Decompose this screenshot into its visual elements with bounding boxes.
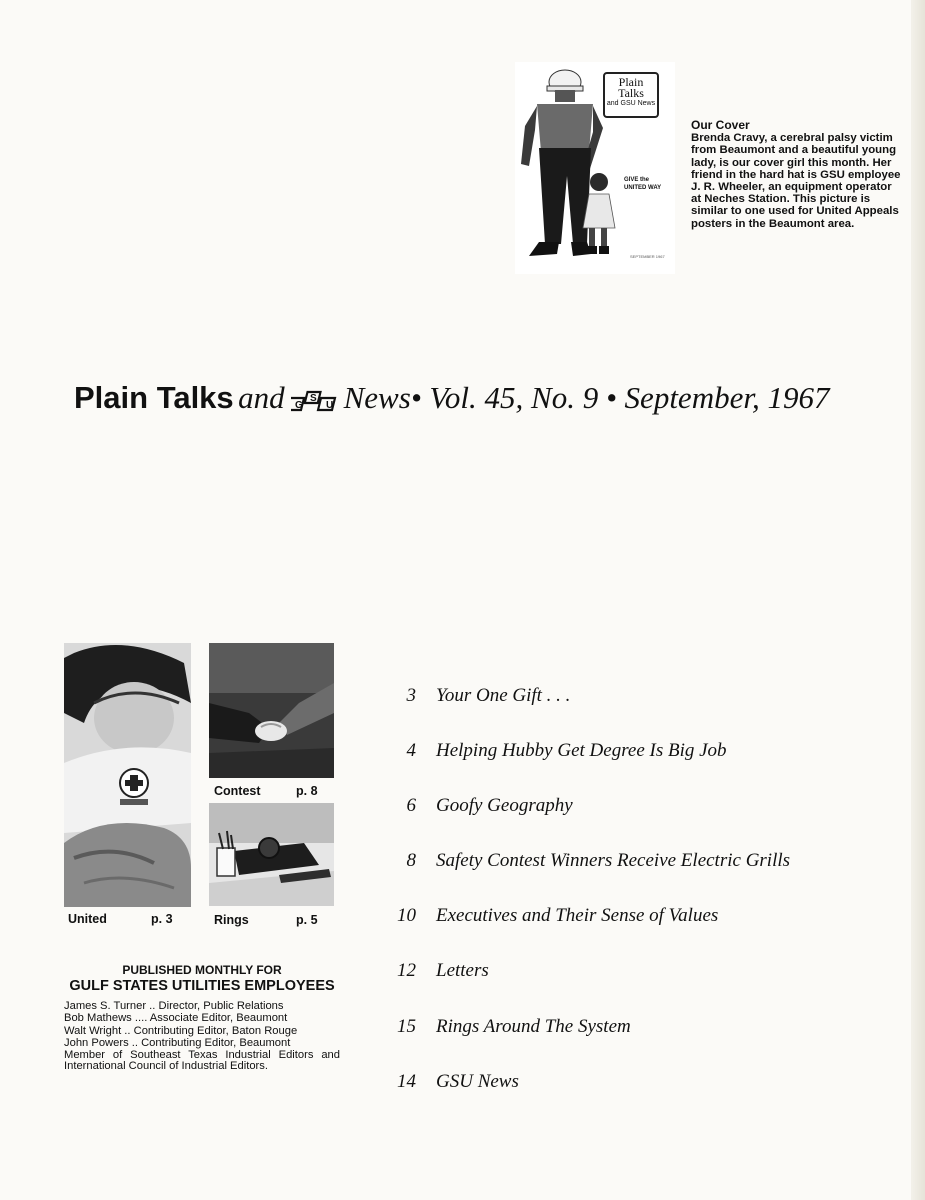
toc-item[interactable] — [380, 850, 790, 880]
toc-title: Your One Gift . . . — [436, 685, 571, 706]
svg-text:U: U — [325, 399, 333, 411]
toc-title: Goofy Geography — [436, 795, 573, 816]
photo-label-united: United — [68, 912, 107, 926]
toc-page-number: 14 — [397, 1071, 416, 1092]
page-edge-shadow — [911, 0, 925, 1200]
toc-item[interactable] — [380, 685, 570, 715]
toc-page-number: 8 — [406, 850, 416, 871]
photo-united — [64, 643, 191, 907]
cover-poster-text — [624, 176, 674, 192]
photo-label-contest: Contest — [214, 784, 261, 798]
publisher-line1: PUBLISHED MONTHLY FOR — [122, 963, 282, 977]
masthead-title: Plain Talks — [74, 380, 234, 415]
cover-caption-body: Brenda Cravy, a cerebral palsy victim from Beaumont and a beautiful young lady, is our cover girl this month. Her friend in the hard hat is GSU employee J. R. Wheeler, an equipment operator at Neches Station. This picture is similar to one used for United Appeals posters in the Beaumont area. — [691, 132, 901, 230]
toc-item[interactable] — [380, 1016, 631, 1046]
cover-caption — [691, 119, 901, 230]
toc-page-number: 4 — [406, 740, 416, 761]
photo-page-contest: p. 8 — [296, 784, 318, 798]
gsu-logo-icon — [291, 390, 339, 412]
photo-contest — [209, 643, 334, 778]
toc-title: Helping Hubby Get Degree Is Big Job — [436, 740, 727, 761]
toc-page-number: 10 — [397, 905, 416, 926]
cover-masthead-line1: Plain — [618, 75, 644, 89]
photo-label-rings: Rings — [214, 913, 249, 927]
cover-caption-title: Our Cover — [691, 118, 750, 132]
cover-masthead-line2: Talks — [618, 86, 644, 100]
staff-entry: John Powers .. Contributing Editor, Beaumont — [64, 1037, 291, 1050]
publisher-line2: GULF STATES UTILITIES EMPLOYEES — [69, 978, 335, 994]
toc-title: GSU News — [436, 1071, 519, 1092]
toc-item[interactable] — [380, 740, 727, 770]
photo-rings — [209, 803, 334, 906]
toc-page-number: 6 — [406, 795, 416, 816]
toc-item[interactable] — [380, 795, 573, 825]
toc-title: Executives and Their Sense of Values — [436, 905, 719, 926]
svg-text:G: G — [294, 399, 303, 411]
staff-entry: Walt Wright .. Contributing Editor, Baton Rouge — [64, 1024, 298, 1037]
toc-title: Safety Contest Winners Receive Electric Grills — [436, 850, 791, 871]
toc-page-number: 3 — [406, 685, 416, 706]
membership-note: Member of Southeast Texas Industrial Editors and International Council of Industrial Editors. — [64, 1048, 340, 1073]
masthead-and: and — [238, 380, 285, 415]
cover-masthead-logo — [603, 72, 659, 118]
masthead-news: News — [343, 380, 411, 415]
staff-entry: James S. Turner .. Director, Public Relations — [64, 1000, 284, 1012]
staff-entry: Bob Mathews .... Associate Editor, Beaumont — [64, 1012, 288, 1025]
toc-item[interactable] — [380, 905, 718, 935]
toc-item[interactable] — [380, 960, 489, 990]
cover-poster-text-2: UNITED WAY — [624, 185, 662, 191]
staff-list — [64, 1000, 340, 1050]
cover-masthead-line3: and GSU News — [606, 100, 656, 107]
svg-text:S: S — [309, 392, 317, 404]
toc-page-number: 15 — [397, 1016, 416, 1037]
photo-page-united: p. 3 — [151, 912, 173, 926]
publisher-block — [64, 963, 340, 1073]
toc-title: Letters — [436, 960, 489, 981]
toc-title: Rings Around The System — [436, 1016, 631, 1037]
masthead — [74, 380, 904, 418]
masthead-issue: • Vol. 45, No. 9 • September, 1967 — [410, 380, 830, 415]
cover-poster-text-1: GIVE the — [624, 177, 650, 183]
photo-page-rings: p. 5 — [296, 913, 318, 927]
toc-page-number: 12 — [397, 960, 416, 981]
toc-item[interactable] — [380, 1071, 519, 1101]
cover-date: SEPTEMBER 1967 — [630, 254, 665, 259]
